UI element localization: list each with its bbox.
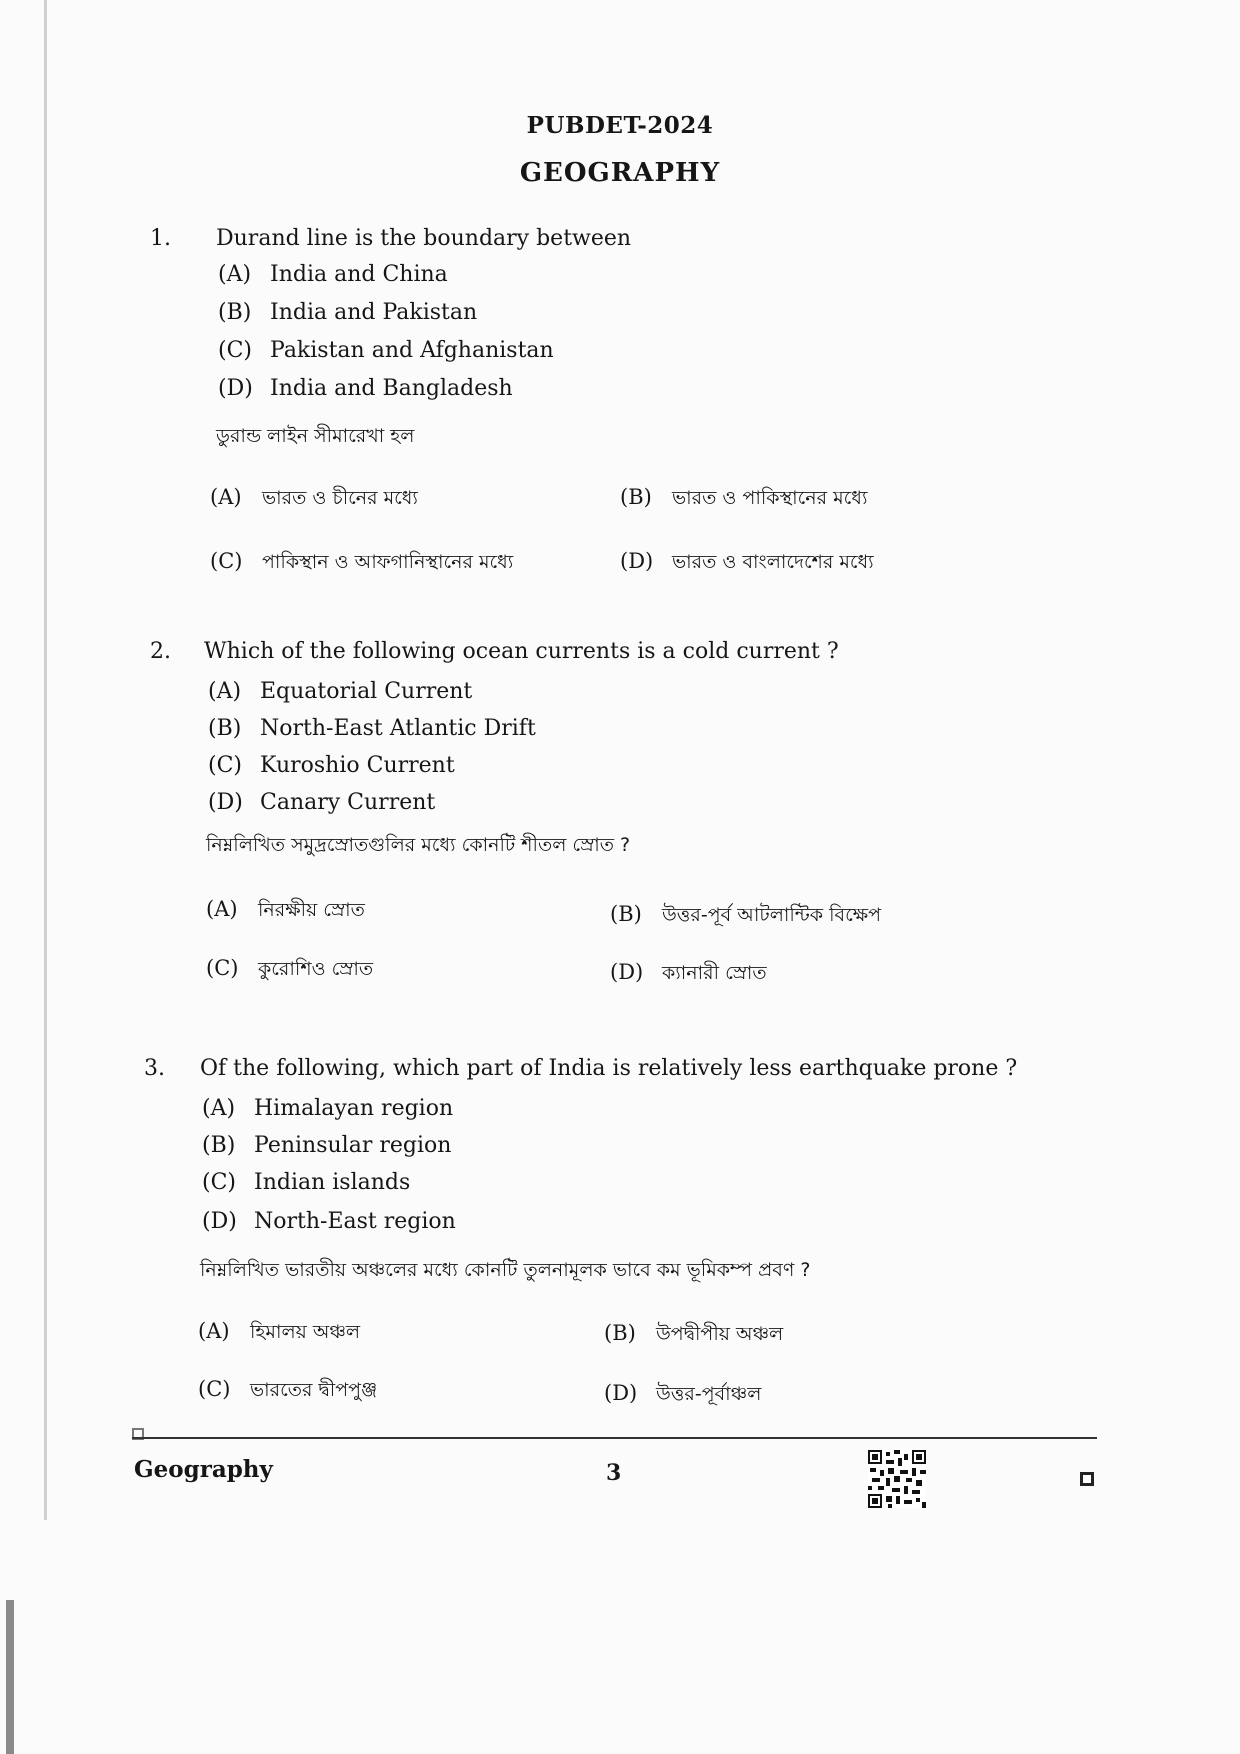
bn-option-b: (B) উপদ্বীপীয় অঞ্চল: [604, 1321, 784, 1345]
option-a: (A) Equatorial Current: [208, 679, 473, 704]
bn-option-c: (C) কুরোশিও স্রোত: [206, 956, 374, 980]
qr-code-icon: [868, 1450, 926, 1508]
question-text-bengali: ডুরান্ড লাইন সীমারেখা হল: [216, 425, 415, 447]
bn-option-c: (C) পাকিস্থান ও আফগানিস্থানের মধ্যে: [210, 549, 514, 573]
bn-option-d: (D) ক্যানারী স্রোত: [610, 960, 767, 984]
bn-option-d: (D) ভারত ও বাংলাদেশের মধ্যে: [620, 549, 874, 573]
question-text: Of the following, which part of India is relatively less earthquake prone ?: [200, 1056, 1018, 1081]
option-b: (B) Peninsular region: [202, 1133, 452, 1158]
question-1: [150, 226, 1070, 586]
option-d: (D) India and Bangladesh: [218, 376, 513, 401]
bn-option-a: (A) হিমালয় অঞ্চল: [198, 1319, 361, 1343]
question-2: [150, 639, 1070, 989]
option-c: (C) Kuroshio Current: [208, 753, 455, 778]
question-text: Which of the following ocean currents is a cold current ?: [204, 639, 839, 664]
question-3: [144, 1056, 1070, 1416]
footer-rule: [132, 1437, 1097, 1439]
option-c: (C) Indian islands: [202, 1170, 411, 1195]
question-text-bengali: নিম্নলিখিত ভারতীয় অঞ্চলের মধ্যে কোনটি তুলনামূলক ভাবে কম ভূমিকম্প প্রবণ ?: [200, 1259, 811, 1281]
page-number: 3: [606, 1460, 622, 1486]
bn-option-b: (B) উত্তর-পূর্ব আটলান্টিক বিক্ষেপ: [610, 902, 882, 926]
bn-option-a: (A) নিরক্ষীয় স্রোত: [206, 897, 365, 921]
option-b: (B) India and Pakistan: [218, 300, 478, 325]
page-edge-shadow: [44, 0, 47, 1520]
bn-option-c: (C) ভারতের দ্বীপপুঞ্জ: [198, 1377, 378, 1401]
question-number: 1.: [150, 226, 171, 251]
question-text-bengali: নিম্নলিখিত সমুদ্রস্রোতগুলির মধ্যে কোনটি শীতল স্রোত ?: [206, 834, 631, 856]
question-number: 3.: [144, 1056, 165, 1081]
subject-title: GEOGRAPHY: [519, 158, 721, 188]
option-a: (A) India and China: [218, 262, 448, 287]
bn-option-b: (B) ভারত ও পাকিস্থানের মধ্যে: [620, 485, 868, 509]
exam-code: PUBDET-2024: [526, 112, 714, 139]
bn-option-d: (D) উত্তর-পূর্বাঞ্চল: [604, 1381, 762, 1405]
bn-option-a: (A) ভারত ও চীনের মধ্যে: [210, 485, 418, 509]
option-d: (D) North-East region: [202, 1209, 456, 1234]
footer-subject: Geography: [134, 1456, 273, 1483]
question-number: 2.: [150, 639, 171, 664]
option-d: (D) Canary Current: [208, 790, 436, 815]
option-a: (A) Himalayan region: [202, 1096, 454, 1121]
option-c: (C) Pakistan and Afghanistan: [218, 338, 554, 363]
corner-mark-right: [1080, 1472, 1094, 1486]
option-b: (B) North-East Atlantic Drift: [208, 716, 536, 741]
scan-artifact-bar: [6, 1600, 14, 1754]
question-text: Durand line is the boundary between: [216, 226, 632, 251]
